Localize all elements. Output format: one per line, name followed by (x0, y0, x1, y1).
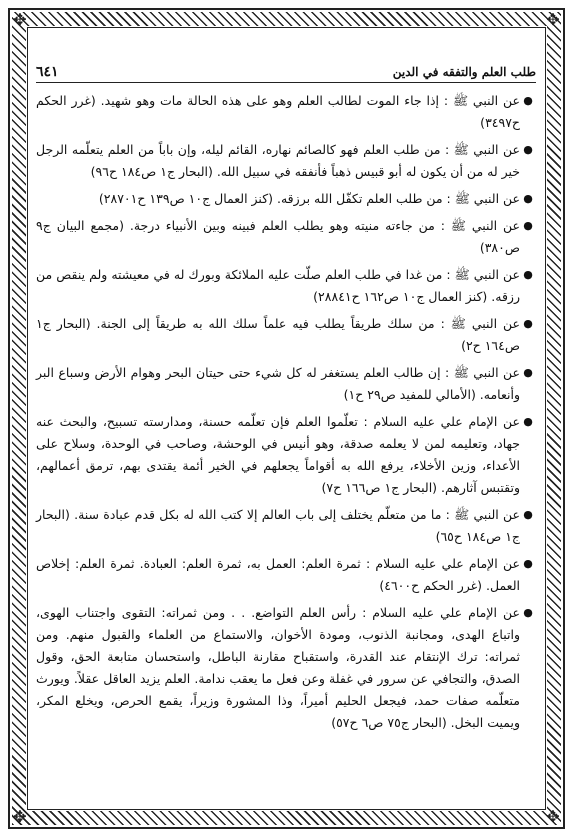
ornament-corner-icon: ✥ (546, 807, 560, 826)
bullet-icon: ● (523, 606, 533, 619)
ornament-corner-icon: ✥ (13, 10, 27, 29)
bullet-icon: ● (523, 143, 533, 156)
hadith-text: عن النبي ﷺ : إن طالب العلم يستغفر له كل شيء حتى حيتان البحر وهوام الأرض وسباع البر وأنعامه. (الأمالي للمفيد ص٢٩ ح١) (36, 365, 520, 402)
bullet-icon: ● (523, 192, 533, 205)
hadith-text: عن النبي ﷺ : ما من متعلّم يختلف إلى باب العالم إلا كتب الله له بكل قدم عبادة سنة. (البحار ج١ ص١٨٤ ح٦٥) (36, 507, 520, 544)
hadith-entry (36, 139, 536, 183)
hadith-text: عن النبي ﷺ : من طلب العلم فهو كالصائم نهاره، القائم ليله، وإن باباً من العلم يتعلّمه الرجل خير له من أن يكون له أبو قبيس ذهباً فأنفقه في سبيل الله. (البحار ج١ ص١٨٤ ح٩٦) (36, 142, 520, 179)
bullet-icon: ● (523, 317, 533, 330)
hadith-text: عن النبي ﷺ : من طلب العلم تكفّل الله برزقه. (كنز العمال ج١٠ ص١٣٩ ح٢٨٧٠١) (98, 191, 520, 206)
hadith-entry (36, 188, 536, 210)
hadith-entry (36, 602, 536, 734)
hadith-entry (36, 90, 536, 134)
hadith-text: عن الإمام علي عليه السلام : رأس العلم التواضع. . . ومن ثمراته: التقوى واجتناب الهوى، واتباع الهدى، ومجانبة الذنوب، ومودة الأخوان، والاستماع من العلماء والقبول منهم. ومن ثمراته: ترك الإنتقام عند القدرة، واستقباح مقارنة الباطل، واستحسان متابعة الحق، وقول الصدق، والتجافي عن سرور في غفلة وعن فعل ما يعقب ندامة. العلم يزيد العاقل عقلاً. ويورث متعلّمه صفات حمد، فيجعل الحليم أميراً، وذا المشورة وزيراً، يقمع الحرص، ويخلع المكر، ويميت البخل. (البحار ج٧٥ ص٦ ح٥٧) (36, 605, 520, 730)
hadith-text: عن النبي ﷺ : من جاءته منيته وهو يطلب العلم فبينه وبين الأنبياء درجة. (مجمع البيان ج٩ ص٣٨٠) (36, 218, 520, 255)
hadith-list (36, 90, 536, 802)
bullet-icon: ● (523, 366, 533, 379)
running-header (36, 58, 536, 83)
ornament-corner-icon: ✥ (546, 10, 560, 29)
bullet-icon: ● (523, 219, 533, 232)
hadith-entry (36, 362, 536, 406)
hadith-entry (36, 313, 536, 357)
page-number: ٦٤١ (36, 64, 59, 80)
ornament-corner-icon: ✥ (13, 807, 27, 826)
bullet-icon: ● (523, 508, 533, 521)
chapter-title: طلب العلم والتفقه في الدين (392, 65, 536, 79)
hadith-text: عن الإمام علي عليه السلام : ثمرة العلم: العمل به، ثمرة العلم: العبادة. ثمرة العلم: إخلاص العمل. (غرر الحكم ح٤٦٠٠) (36, 556, 520, 593)
hadith-entry (36, 215, 536, 259)
bullet-icon: ● (523, 268, 533, 281)
hadith-text: عن الإمام علي عليه السلام : تعلّموا العلم فإن تعلّمه حسنة، ومدارسته تسبيح، والبحث عنه جهاد، وتعليمه لمن لا يعلمه صدقة، وهو أنيس في الوحشة، وصاحب في الوحدة، وسلاح على الأعداء، وزين الأخلاء، يرفع الله به أقواماً يجعلهم في الخير أئمة يقتدى بهم، ترمق أعمالهم، وتقتبس آثارهم. (البحار ج١ ص١٦٦ ح٧) (36, 414, 520, 495)
hadith-text: عن النبي ﷺ : من غدا في طلب العلم صلّت عليه الملائكة وبورك له في معيشته ولم ينقص من رزقه. (كنز العمال ج١٠ ص١٦٢ ح٢٨٨٤١) (36, 267, 520, 304)
bullet-icon: ● (523, 94, 533, 107)
hadith-text: عن النبي ﷺ : إذا جاء الموت لطالب العلم وهو على هذه الحالة مات وهو شهيد. (غرر الحكم ح٣٤٩٧) (36, 93, 520, 130)
hadith-text: عن النبي ﷺ : من سلك طريقاً يطلب فيه علماً سلك الله به طريقاً إلى الجنة. (البحار ج١ ص١٦٤ ح٢) (36, 316, 520, 353)
hadith-entry (36, 411, 536, 499)
bullet-icon: ● (523, 557, 533, 570)
hadith-entry (36, 264, 536, 308)
hadith-entry (36, 553, 536, 597)
bullet-icon: ● (523, 415, 533, 428)
hadith-entry (36, 504, 536, 548)
